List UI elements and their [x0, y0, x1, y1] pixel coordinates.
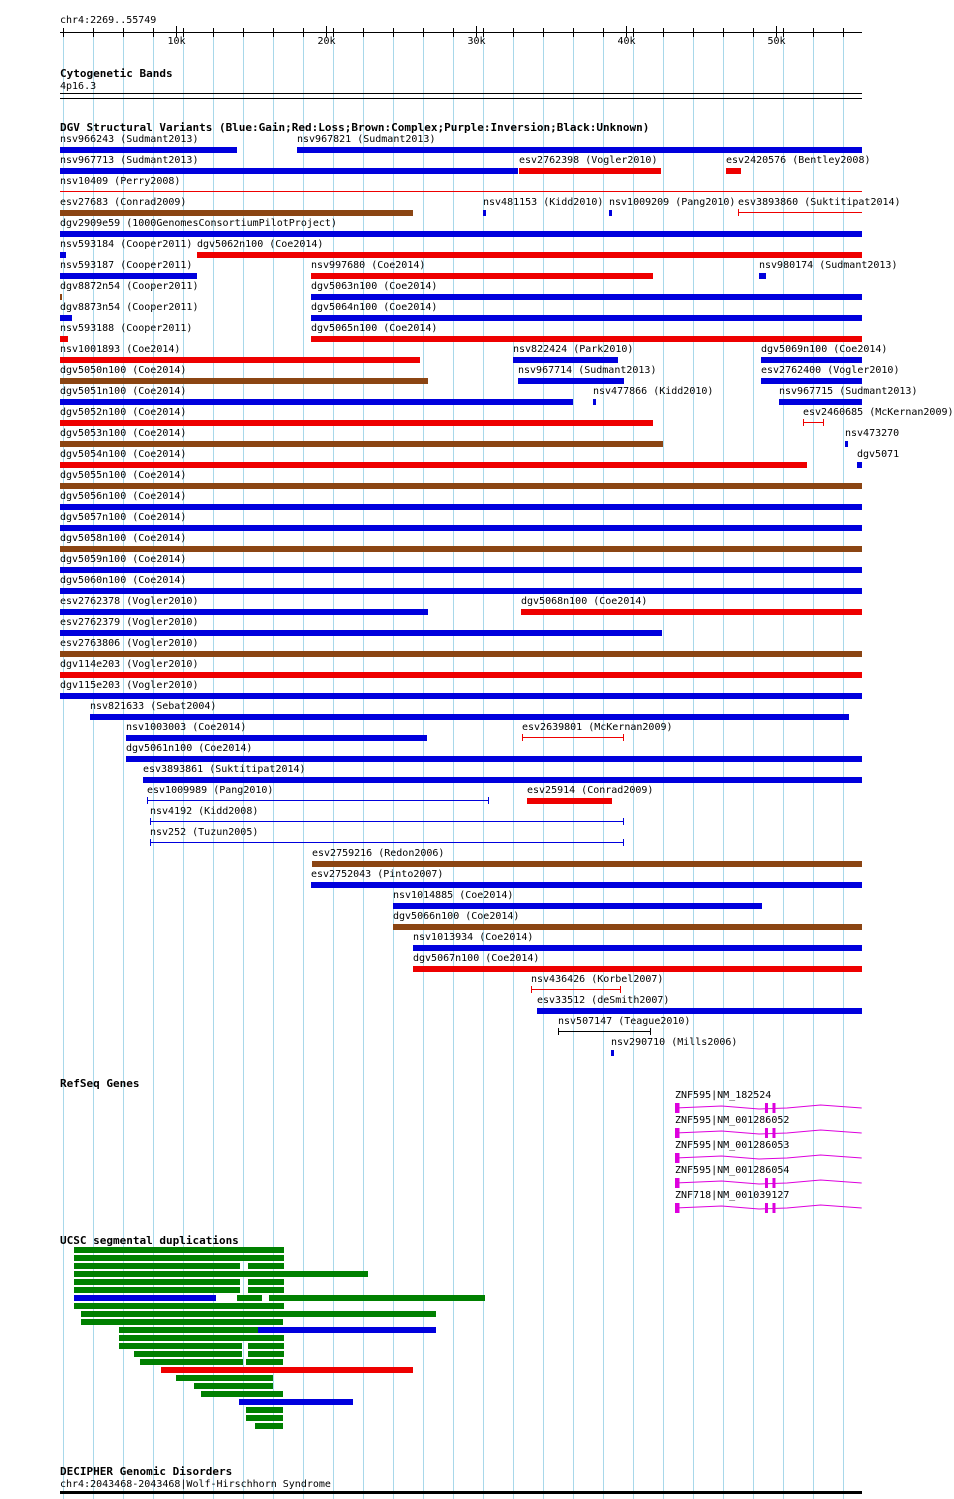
variant-bar[interactable]: [60, 231, 862, 237]
variant-label[interactable]: esv2639801 (McKernan2009): [522, 722, 673, 733]
segdup-bar[interactable]: [176, 1375, 273, 1381]
variant-interval[interactable]: [531, 989, 621, 990]
variant-label[interactable]: esv2420576 (Bentley2008): [726, 155, 871, 166]
segdup-bar[interactable]: [246, 1407, 283, 1413]
gene-model[interactable]: [675, 1202, 864, 1214]
cytoband-ideogram-line: [60, 93, 862, 94]
variant-bar[interactable]: [845, 441, 848, 447]
gene-model[interactable]: [675, 1177, 864, 1189]
segdup-bar[interactable]: [237, 1295, 262, 1301]
variant-interval-cap: [147, 797, 148, 804]
segdup-bar[interactable]: [258, 1327, 436, 1333]
variant-bar[interactable]: [90, 714, 849, 720]
segdup-bar[interactable]: [255, 1423, 283, 1429]
segdup-bar[interactable]: [119, 1335, 284, 1341]
variant-bar[interactable]: [527, 798, 612, 804]
variant-label[interactable]: dgv5060n100 (Coe2014): [60, 575, 187, 586]
variant-label[interactable]: dgv5052n100 (Coe2014): [60, 407, 187, 418]
variant-label[interactable]: nsv4192 (Kidd2008): [150, 806, 259, 817]
gene-exon: [765, 1103, 768, 1113]
decipher-feature-bar[interactable]: [60, 1491, 862, 1494]
gene-exon: [772, 1128, 775, 1138]
segdup-bar[interactable]: [248, 1263, 284, 1269]
segdup-bar[interactable]: [194, 1383, 273, 1389]
variant-bar[interactable]: [60, 441, 663, 447]
variant-bar[interactable]: [60, 672, 862, 678]
variant-label[interactable]: dgv5064n100 (Coe2014): [311, 302, 438, 313]
variant-bar[interactable]: [60, 504, 862, 510]
gene-exon: [675, 1178, 679, 1188]
segdup-bar[interactable]: [74, 1287, 240, 1293]
ruler-tick-label: 20k: [317, 36, 336, 47]
dgv-track-title[interactable]: DGV Structural Variants (Blue:Gain;Red:Loss;Brown:Complex;Purple:Inversion;Black:Unknown): [60, 121, 650, 134]
variant-bar[interactable]: [60, 315, 72, 321]
variant-label[interactable]: dgv5054n100 (Coe2014): [60, 449, 187, 460]
variant-bar[interactable]: [413, 945, 862, 951]
variant-label[interactable]: esv2762398 (Vogler2010): [519, 155, 658, 166]
variant-bar[interactable]: [537, 1008, 862, 1014]
variant-bar[interactable]: [761, 378, 862, 384]
variant-label[interactable]: esv2759216 (Redon2006): [312, 848, 445, 859]
variant-bar[interactable]: [60, 273, 197, 279]
variant-bar[interactable]: [60, 378, 428, 384]
variant-label[interactable]: nsv821633 (Sebat2004): [90, 701, 217, 712]
variant-interval-cap: [150, 818, 151, 825]
variant-label[interactable]: dgv5057n100 (Coe2014): [60, 512, 187, 523]
refseq-track-title[interactable]: RefSeq Genes: [60, 1077, 140, 1090]
variant-label[interactable]: nsv593184 (Cooper2011): [60, 239, 193, 250]
variant-label[interactable]: dgv5068n100 (Coe2014): [521, 596, 648, 607]
variant-label[interactable]: dgv5065n100 (Coe2014): [311, 323, 438, 334]
segdup-bar[interactable]: [201, 1391, 283, 1397]
variant-label[interactable]: esv2460685 (McKernan2009): [803, 407, 954, 418]
variant-label[interactable]: dgv8872n54 (Cooper2011): [60, 281, 199, 292]
variant-label[interactable]: esv2762379 (Vogler2010): [60, 617, 199, 628]
variant-label[interactable]: esv25914 (Conrad2009): [527, 785, 654, 796]
variant-label[interactable]: nsv252 (Tuzun2005): [150, 827, 259, 838]
variant-label[interactable]: nsv967715 (Sudmant2013): [779, 386, 918, 397]
decipher-track-title[interactable]: DECIPHER Genomic Disorders: [60, 1465, 233, 1478]
variant-bar[interactable]: [857, 462, 862, 468]
gene-model[interactable]: [675, 1102, 864, 1114]
variant-label[interactable]: dgv5066n100 (Coe2014): [393, 911, 520, 922]
variant-interval-cap: [623, 818, 624, 825]
variant-bar[interactable]: [60, 210, 413, 216]
variant-bar[interactable]: [60, 462, 807, 468]
variant-label[interactable]: esv3893861 (Suktitipat2014): [143, 764, 306, 775]
variant-bar[interactable]: [311, 273, 653, 279]
gene-exon: [765, 1203, 768, 1213]
variant-bar[interactable]: [518, 378, 624, 384]
variant-interval-cap: [558, 1028, 559, 1035]
gene-intron-line: [675, 1205, 862, 1209]
variant-label[interactable]: nsv980174 (Sudmant2013): [759, 260, 898, 271]
variant-interval-cap: [522, 734, 523, 741]
variant-label[interactable]: esv2763806 (Vogler2010): [60, 638, 199, 649]
variant-bar[interactable]: [60, 567, 862, 573]
segdup-bar[interactable]: [239, 1399, 353, 1405]
cytoband-ideogram-line-lower: [60, 98, 862, 99]
gene-label[interactable]: ZNF595|NM_001286054: [675, 1165, 790, 1176]
variant-label[interactable]: esv27683 (Conrad2009): [60, 197, 187, 208]
variant-label[interactable]: nsv10409 (Perry2008): [60, 176, 181, 187]
gene-exon: [772, 1103, 775, 1113]
variant-bar[interactable]: [60, 546, 862, 552]
variant-bar[interactable]: [60, 191, 862, 192]
segdup-bar[interactable]: [74, 1247, 284, 1253]
variant-bar[interactable]: [726, 168, 741, 174]
variant-bar[interactable]: [60, 693, 862, 699]
variant-bar[interactable]: [143, 777, 862, 783]
segdup-bar[interactable]: [74, 1295, 216, 1301]
variant-label[interactable]: dgv5051n100 (Coe2014): [60, 386, 187, 397]
variant-label[interactable]: dgv5061n100 (Coe2014): [126, 743, 253, 754]
segdup-bar[interactable]: [269, 1295, 485, 1301]
variant-bar[interactable]: [483, 210, 486, 216]
variant-bar[interactable]: [513, 357, 618, 363]
gene-exon: [675, 1153, 679, 1163]
segdup-track-title[interactable]: UCSC segmental duplications: [60, 1234, 239, 1247]
segdup-bar[interactable]: [74, 1303, 284, 1309]
segdup-bar[interactable]: [119, 1327, 258, 1333]
variant-bar[interactable]: [519, 168, 661, 174]
variant-bar[interactable]: [311, 336, 862, 342]
variant-label[interactable]: dgv5063n100 (Coe2014): [311, 281, 438, 292]
segdup-bar[interactable]: [134, 1351, 242, 1357]
variant-bar[interactable]: [413, 966, 862, 972]
gene-intron-line: [675, 1155, 862, 1159]
variant-bar[interactable]: [779, 399, 862, 405]
variant-label[interactable]: dgv5067n100 (Coe2014): [413, 953, 540, 964]
variant-bar[interactable]: [611, 1050, 614, 1056]
variant-label[interactable]: nsv1009209 (Pang2010): [609, 197, 736, 208]
segdup-bar[interactable]: [81, 1319, 283, 1325]
gene-exon: [765, 1178, 768, 1188]
variant-bar[interactable]: [761, 357, 862, 363]
variant-bar[interactable]: [609, 210, 612, 216]
variant-label[interactable]: dgv2909e59 (1000GenomesConsortiumPilotProject): [60, 218, 337, 229]
segdup-bar[interactable]: [74, 1271, 368, 1277]
variant-bar[interactable]: [60, 651, 862, 657]
variant-interval-cap: [488, 797, 489, 804]
variant-label[interactable]: nsv967713 (Sudmant2013): [60, 155, 199, 166]
variant-label[interactable]: nsv997680 (Coe2014): [311, 260, 426, 271]
segdup-bar[interactable]: [248, 1287, 284, 1293]
variant-interval-cap: [823, 419, 824, 426]
variant-bar[interactable]: [60, 483, 862, 489]
variant-label[interactable]: nsv477866 (Kidd2010): [593, 386, 714, 397]
variant-bar[interactable]: [593, 399, 596, 405]
gene-label[interactable]: ZNF595|NM_001286052: [675, 1115, 790, 1126]
variant-label[interactable]: nsv1001893 (Coe2014): [60, 344, 181, 355]
variant-bar[interactable]: [60, 252, 66, 258]
variant-label[interactable]: nsv290710 (Mills2006): [611, 1037, 738, 1048]
variant-bar[interactable]: [60, 399, 573, 405]
gene-exon: [675, 1203, 679, 1213]
variant-label[interactable]: dgv5058n100 (Coe2014): [60, 533, 187, 544]
variant-label[interactable]: nsv967821 (Sudmant2013): [297, 134, 436, 145]
variant-bar[interactable]: [759, 273, 766, 279]
variant-label[interactable]: nsv507147 (Teague2010): [558, 1016, 691, 1027]
variant-interval[interactable]: [738, 212, 862, 213]
cytoband-label: 4p16.3: [60, 81, 97, 92]
variant-label[interactable]: esv33512 (deSmith2007): [537, 995, 670, 1006]
variant-interval-cap: [623, 734, 624, 741]
variant-bar[interactable]: [126, 756, 862, 762]
variant-label[interactable]: dgv5053n100 (Coe2014): [60, 428, 187, 439]
segdup-bar[interactable]: [161, 1367, 413, 1373]
gene-exon: [675, 1128, 679, 1138]
variant-label[interactable]: dgv5056n100 (Coe2014): [60, 491, 187, 502]
gene-intron-line: [675, 1180, 862, 1184]
variant-interval[interactable]: [147, 800, 489, 801]
variant-interval-cap: [531, 986, 532, 993]
gene-label[interactable]: ZNF595|NM_001286053: [675, 1140, 790, 1151]
variant-label[interactable]: dgv114e203 (Vogler2010): [60, 659, 199, 670]
variant-label[interactable]: dgv5050n100 (Coe2014): [60, 365, 187, 376]
variant-bar[interactable]: [60, 609, 428, 615]
variant-label[interactable]: nsv967714 (Sudmant2013): [518, 365, 657, 376]
variant-label[interactable]: nsv1014885 (Coe2014): [393, 890, 514, 901]
variant-bar[interactable]: [60, 525, 862, 531]
gene-exon: [765, 1128, 768, 1138]
variant-interval[interactable]: [558, 1031, 651, 1032]
gene-exon: [675, 1103, 679, 1113]
segdup-bar[interactable]: [248, 1351, 284, 1357]
variant-bar[interactable]: [393, 924, 862, 930]
gene-intron-line: [675, 1105, 862, 1109]
segdup-bar[interactable]: [119, 1343, 242, 1349]
variant-label[interactable]: dgv8873n54 (Cooper2011): [60, 302, 199, 313]
variant-bar[interactable]: [60, 420, 653, 426]
variant-label[interactable]: nsv822424 (Park2010): [513, 344, 634, 355]
variant-interval-cap: [738, 209, 739, 216]
variant-interval-cap: [150, 839, 151, 846]
variant-label[interactable]: esv2762378 (Vogler2010): [60, 596, 199, 607]
variant-bar[interactable]: [297, 147, 862, 153]
variant-label[interactable]: nsv1013934 (Coe2014): [413, 932, 534, 943]
decipher-entry-label[interactable]: chr4:2043468-2043468|Wolf-Hirschhorn Syndrome: [60, 1479, 331, 1490]
variant-bar[interactable]: [311, 294, 862, 300]
variant-bar[interactable]: [60, 147, 237, 153]
variant-label[interactable]: dgv5071: [857, 449, 900, 460]
variant-label[interactable]: dgv5059n100 (Coe2014): [60, 554, 187, 565]
variant-bar[interactable]: [311, 315, 862, 321]
variant-label[interactable]: nsv966243 (Sudmant2013): [60, 134, 199, 145]
variant-interval-cap: [650, 1028, 651, 1035]
variant-label[interactable]: dgv115e203 (Vogler2010): [60, 680, 199, 691]
segdup-bar[interactable]: [74, 1263, 240, 1269]
variant-bar[interactable]: [60, 294, 62, 300]
variant-interval-cap: [803, 419, 804, 426]
gene-label[interactable]: ZNF595|NM_182524: [675, 1090, 772, 1101]
segdup-bar[interactable]: [246, 1415, 283, 1421]
ruler[interactable]: [0, 24, 890, 64]
variant-bar[interactable]: [197, 252, 862, 258]
variant-bar[interactable]: [312, 861, 862, 867]
variant-interval[interactable]: [522, 737, 624, 738]
segdup-bar[interactable]: [74, 1279, 240, 1285]
variant-bar[interactable]: [60, 588, 862, 594]
variant-label[interactable]: nsv473270: [845, 428, 900, 439]
variant-label[interactable]: esv3893860 (Suktitipat2014): [738, 197, 901, 208]
segdup-bar[interactable]: [246, 1359, 283, 1365]
variant-label[interactable]: nsv593187 (Cooper2011): [60, 260, 193, 271]
variant-bar[interactable]: [60, 168, 518, 174]
variant-interval[interactable]: [150, 842, 624, 843]
segdup-bar[interactable]: [81, 1311, 436, 1317]
variant-label[interactable]: nsv1003003 (Coe2014): [126, 722, 247, 733]
variant-interval-cap: [623, 839, 624, 846]
gene-exon: [772, 1178, 775, 1188]
segdup-bar[interactable]: [248, 1279, 284, 1285]
variant-bar[interactable]: [60, 336, 68, 342]
variant-label[interactable]: nsv481153 (Kidd2010): [483, 197, 604, 208]
ruler-tick-label: 40k: [617, 36, 636, 47]
variant-label[interactable]: esv2762400 (Vogler2010): [761, 365, 900, 376]
cytoband-track-title[interactable]: Cytogenetic Bands: [60, 67, 173, 80]
variant-label[interactable]: esv2752043 (Pinto2007): [311, 869, 444, 880]
variant-interval[interactable]: [150, 821, 624, 822]
segdup-bar[interactable]: [140, 1359, 243, 1365]
variant-bar[interactable]: [126, 735, 427, 741]
segdup-bar[interactable]: [74, 1255, 284, 1261]
gene-label[interactable]: ZNF718|NM_001039127: [675, 1190, 790, 1201]
gene-intron-line: [675, 1130, 862, 1134]
variant-label[interactable]: dgv5069n100 (Coe2014): [761, 344, 888, 355]
variant-bar[interactable]: [393, 903, 762, 909]
variant-label[interactable]: nsv436426 (Korbel2007): [531, 974, 664, 985]
variant-bar[interactable]: [60, 357, 420, 363]
variant-label[interactable]: dgv5055n100 (Coe2014): [60, 470, 187, 481]
variant-bar[interactable]: [311, 882, 862, 888]
variant-bar[interactable]: [60, 630, 662, 636]
region-label: chr4:2269..55749: [60, 15, 157, 26]
ruler-tick-label: 50k: [767, 36, 786, 47]
gene-exon: [772, 1203, 775, 1213]
variant-interval[interactable]: [803, 422, 824, 423]
gene-model[interactable]: [675, 1152, 864, 1164]
variant-interval-cap: [620, 986, 621, 993]
variant-label[interactable]: dgv5062n100 (Coe2014): [197, 239, 324, 250]
ruler-tick-label: 10k: [167, 36, 186, 47]
segdup-bar[interactable]: [248, 1343, 284, 1349]
ruler-tick-label: 30k: [467, 36, 486, 47]
variant-bar[interactable]: [521, 609, 862, 615]
variant-label[interactable]: esv1009989 (Pang2010): [147, 785, 274, 796]
variant-label[interactable]: nsv593188 (Cooper2011): [60, 323, 193, 334]
gene-model[interactable]: [675, 1127, 864, 1139]
